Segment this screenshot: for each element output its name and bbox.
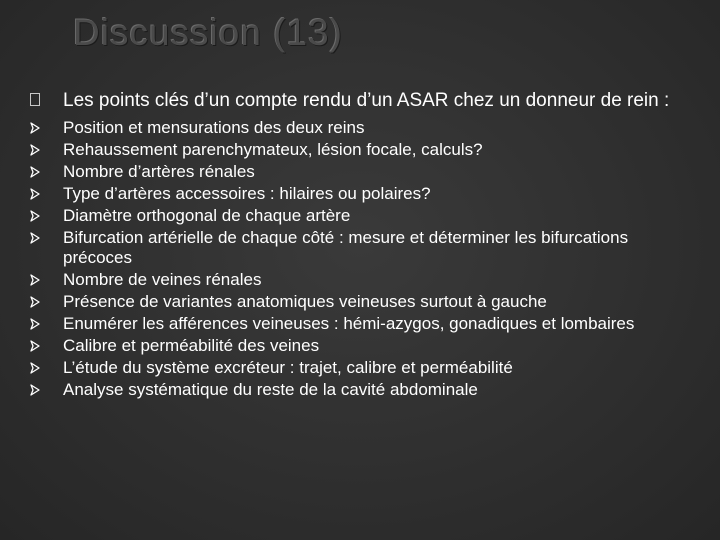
list-item [30,314,700,334]
list-item [30,358,700,378]
arrowhead-bullet-icon [30,166,40,178]
list-item-text: Position et mensurations des deux reins [63,118,365,137]
list-item [30,184,700,204]
list-item-text: Calibre et perméabilité des veines [63,336,320,355]
list-item-text: Présence de variantes anatomiques veineuses surtout à gauche [63,292,547,311]
arrowhead-bullet-icon [30,340,40,352]
list-item-text: Bifurcation artérielle de chaque côté : mesure et déterminer les bifurcations précoces [63,228,629,267]
arrowhead-bullet-icon [30,188,40,200]
list-item-text: Nombre de veines rénales [63,270,262,289]
arrowhead-bullet-icon [30,144,40,156]
list-item-text: L’étude du système excréteur : trajet, calibre et perméabilité [63,358,513,377]
list-item-text: Nombre d’artères rénales [63,162,255,181]
list-item [30,292,700,312]
list-item-text: Analyse systématique du reste de la cavité abdominale [63,380,478,399]
section-heading-text: Les points clés d’un compte rendu d’un ASAR chez un donneur de rein : [63,90,670,111]
arrowhead-bullet-icon [30,232,40,244]
arrowhead-bullet-icon [30,274,40,286]
arrowhead-bullet-icon [30,296,40,308]
bullet-list [30,118,700,400]
list-item [30,162,700,182]
list-item-text: Rehaussement parenchymateux, lésion focale, calculs? [63,140,483,159]
list-item [30,380,700,400]
arrowhead-bullet-icon [30,362,40,374]
list-item [30,270,700,290]
arrowhead-bullet-icon [30,210,40,222]
list-item-text: Diamètre orthogonal de chaque artère [63,206,351,225]
list-item [30,118,700,138]
slide-content [30,90,700,402]
list-item-text: Enumérer les afférences veineuses : hémi-azygos, gonadiques et lombaires [63,314,635,333]
list-item [30,336,700,356]
arrowhead-bullet-icon [30,384,40,396]
arrowhead-bullet-icon [30,318,40,330]
section-heading [30,90,700,112]
list-item [30,228,700,268]
list-item-text: Type d’artères accessoires : hilaires ou polaires? [63,184,431,203]
list-item [30,206,700,226]
arrowhead-bullet-icon [30,122,40,134]
list-item [30,140,700,160]
slide-title: Discussion (13) [73,12,343,53]
box-bullet-icon [30,93,40,106]
